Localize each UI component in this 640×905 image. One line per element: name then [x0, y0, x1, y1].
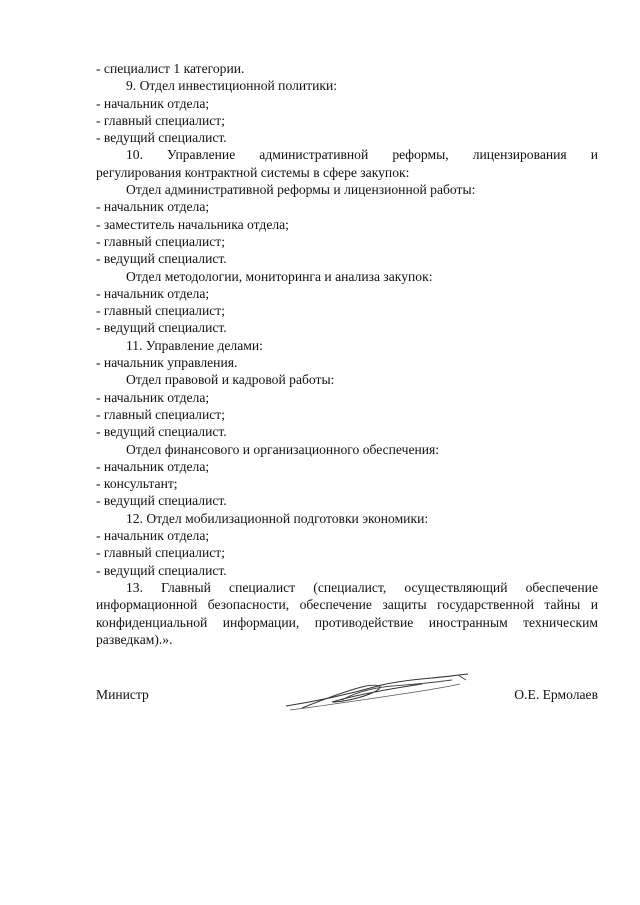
list-item: - ведущий специалист.	[96, 424, 227, 440]
subsection-heading: Отдел административной реформы и лицензионной работы:	[126, 182, 476, 198]
list-item: - начальник отдела;	[96, 199, 210, 215]
document-body	[96, 60, 598, 648]
list-item: - главный специалист;	[96, 545, 225, 561]
list-item: - начальник отдела;	[96, 528, 210, 544]
section-heading-continuation: регулирования контрактной системы в сфере закупок:	[96, 164, 410, 180]
signatory-name: О.Е. Ермолаев	[514, 687, 598, 702]
subsection-heading: Отдел правовой и кадровой работы:	[126, 372, 335, 388]
section-heading: 11. Управление делами:	[126, 337, 263, 353]
list-item: - главный специалист;	[96, 406, 225, 422]
list-item: - ведущий специалист.	[96, 493, 227, 509]
list-item: - начальник управления.	[96, 355, 238, 371]
list-item: - главный специалист;	[96, 303, 225, 319]
list-item: - главный специалист;	[96, 233, 225, 249]
list-item: - начальник отдела;	[96, 458, 210, 474]
section-heading: 10. Управление административной реформы, лицензирования и	[126, 147, 598, 163]
list-item: - начальник отдела;	[96, 285, 210, 301]
list-item: - ведущий специалист.	[96, 562, 227, 578]
list-item: - заместитель начальника отдела;	[96, 216, 289, 232]
list-item: - специалист 1 категории.	[96, 61, 245, 76]
list-item: - начальник отдела;	[96, 389, 210, 405]
handwritten-signature-icon	[282, 672, 472, 714]
subsection-heading: Отдел финансового и организационного обеспечения:	[126, 441, 440, 457]
list-item: - ведущий специалист.	[96, 251, 227, 267]
section-heading: 9. Отдел инвестиционной политики:	[126, 78, 338, 94]
signatory-position: Министр	[96, 687, 149, 702]
list-item: - консультант;	[96, 476, 178, 492]
list-item: - начальник отдела;	[96, 95, 210, 111]
section-heading: 12. Отдел мобилизационной подготовки экономики:	[126, 510, 429, 526]
subsection-heading: Отдел методологии, мониторинга и анализа закупок:	[126, 268, 433, 284]
list-item: - ведущий специалист.	[96, 320, 227, 336]
list-item: - главный специалист;	[96, 112, 225, 128]
list-item: - ведущий специалист.	[96, 130, 227, 146]
section-13-paragraph: 13. Главный специалист (специалист, осуществляющий обеспечение информационной безопасности, обеспечение защиты государственной тайны и конфиденциальной информации, противодействие иностранным техническим разведкам).».	[96, 579, 598, 647]
